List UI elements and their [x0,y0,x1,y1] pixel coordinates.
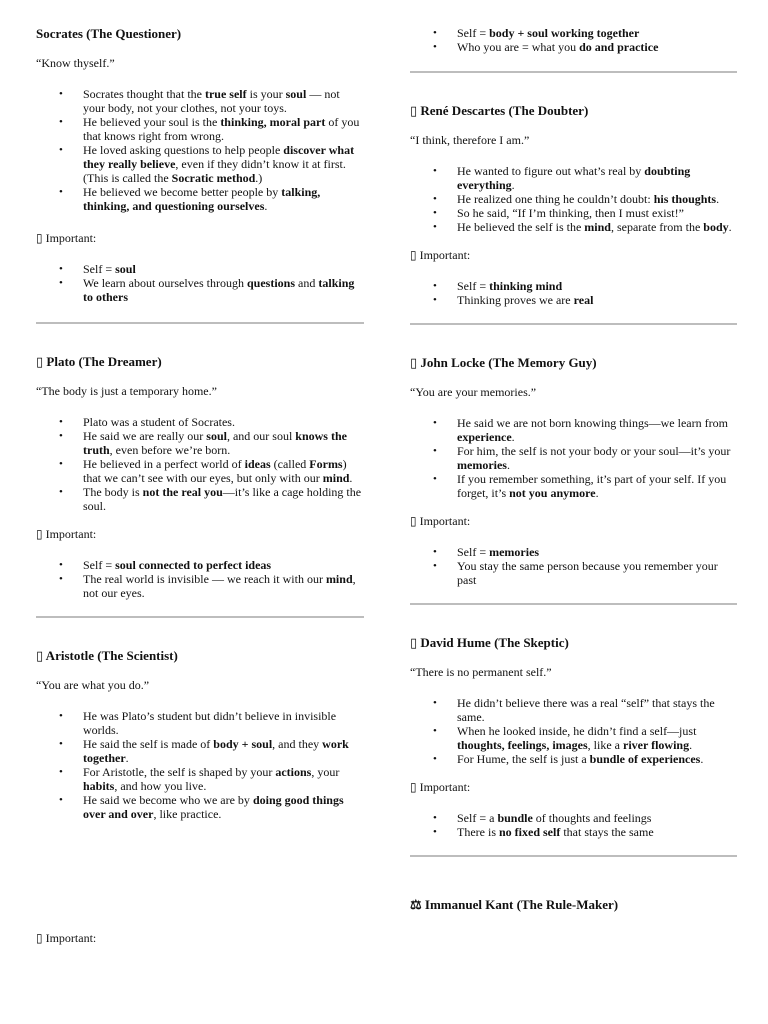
list-item: • Self = soul [83,262,364,276]
list-item: • We learn about ourselves through questions and talking to others [83,276,364,304]
left-column [36,0,364,946]
list-item: • When he looked inside, he didn’t find a self—just thoughts, feelings, images, like a river flowing. [457,724,737,752]
list-item: • He said the self is made of body + soul, and they work together. [83,737,364,765]
section-divider [410,855,737,857]
list-item: • He was Plato’s student but didn’t believe in invisible worlds. [83,709,364,737]
section-quote: “The body is just a temporary home.” [36,384,217,398]
important-list [410,26,737,54]
section-socrates [36,26,364,324]
bullet-list [410,164,737,234]
section-plato [36,354,364,618]
list-item: • You stay the same person because you remember your past [457,559,737,587]
section-title: ▯ David Hume (The Skeptic) [410,635,569,650]
list-item: • He wanted to figure out what’s real by doubting everything. [457,164,737,192]
section-quote: “You are your memories.” [410,385,537,399]
important-list [410,811,737,839]
section-title: ▯ René Descartes (The Doubter) [410,103,589,118]
list-item: • The real world is invisible — we reach it with our mind, not our eyes. [83,572,364,600]
list-item: • Who you are = what you do and practice [457,40,737,54]
list-item: • He didn’t believe there was a real “self” that stays the same. [457,696,737,724]
list-item: • If you remember something, it’s part of your self. If you forget, it’s not you anymore. [457,472,737,500]
important-label: ▯ Important: [410,514,471,528]
section-quote: “I think, therefore I am.” [410,133,530,147]
section-divider [410,603,737,605]
list-item: • Plato was a student of Socrates. [83,415,364,429]
list-item: • He believed in a perfect world of ideas (called Forms) that we can’t see with our eyes, but only with our mind. [83,457,364,485]
section-divider [36,322,364,324]
bullet-list [410,416,737,500]
bullet-list [36,709,364,821]
section-divider [410,71,737,73]
list-item: • Self = a bundle of thoughts and feelings [457,811,737,825]
list-item: • He loved asking questions to help people discover what they really believe, even if they didn’t know it at first. (This is called the Socratic method.) [83,143,364,185]
section-quote: “You are what you do.” [36,678,150,692]
section-title: ▯ Plato (The Dreamer) [36,354,162,369]
section-aristotle-continued [410,26,737,73]
list-item: • He said we become who we are by doing good things over and over, like practice. [83,793,364,821]
section-descartes [410,103,737,325]
important-label: ▯ Important: [36,527,97,541]
bullet-list [36,415,364,513]
list-item: • The body is not the real you—it’s like a cage holding the soul. [83,485,364,513]
right-column [410,0,737,913]
list-item: • Socrates thought that the true self is your soul — not your body, not your clothes, not your toys. [83,87,364,115]
list-item: • Self = memories [457,545,737,559]
section-title: ⚖ Immanuel Kant (The Rule-Maker) [410,897,619,912]
important-list [410,279,737,307]
important-list [410,545,737,587]
section-divider [410,323,737,325]
bullet-list [410,696,737,766]
list-item: • For Aristotle, the self is shaped by your actions, your habits, and how you live. [83,765,364,793]
important-label: ▯ Important: [36,231,97,245]
section-locke [410,355,737,605]
list-item: • So he said, “If I’m thinking, then I must exist!” [457,206,737,220]
list-item: • Thinking proves we are real [457,293,737,307]
list-item: • For him, the self is not your body or your soul—it’s your memories. [457,444,737,472]
section-quote: “There is no permanent self.” [410,665,552,679]
section-kant [410,897,737,913]
list-item: • He realized one thing he couldn’t doubt: his thoughts. [457,192,737,206]
list-item: • Self = soul connected to perfect ideas [83,558,364,572]
section-aristotle [36,648,364,946]
list-item: • He said we are not born knowing things—we learn from experience. [457,416,737,444]
list-item: • He believed the self is the mind, separate from the body. [457,220,737,234]
section-title: ▯ John Locke (The Memory Guy) [410,355,597,370]
list-item: • There is no fixed self that stays the same [457,825,737,839]
list-item: • Self = thinking mind [457,279,737,293]
section-divider [36,616,364,618]
section-title: ▯ Aristotle (The Scientist) [36,648,178,663]
list-item: • He believed we become better people by talking, thinking, and questioning ourselves. [83,185,364,213]
important-list [36,558,364,600]
important-label: ▯ Important: [36,931,97,945]
important-label: ▯ Important: [410,780,471,794]
list-item: • For Hume, the self is just a bundle of experiences. [457,752,737,766]
list-item: • Self = body + soul working together [457,26,737,40]
important-list [36,262,364,304]
section-hume [410,635,737,857]
section-quote: “Know thyself.” [36,56,115,70]
section-title: Socrates (The Questioner) [36,26,182,41]
list-item: • He believed your soul is the thinking, moral part of you that knows right from wrong. [83,115,364,143]
bullet-list [36,87,364,213]
important-label: ▯ Important: [410,248,471,262]
list-item: • He said we are really our soul, and our soul knows the truth, even before we’re born. [83,429,364,457]
